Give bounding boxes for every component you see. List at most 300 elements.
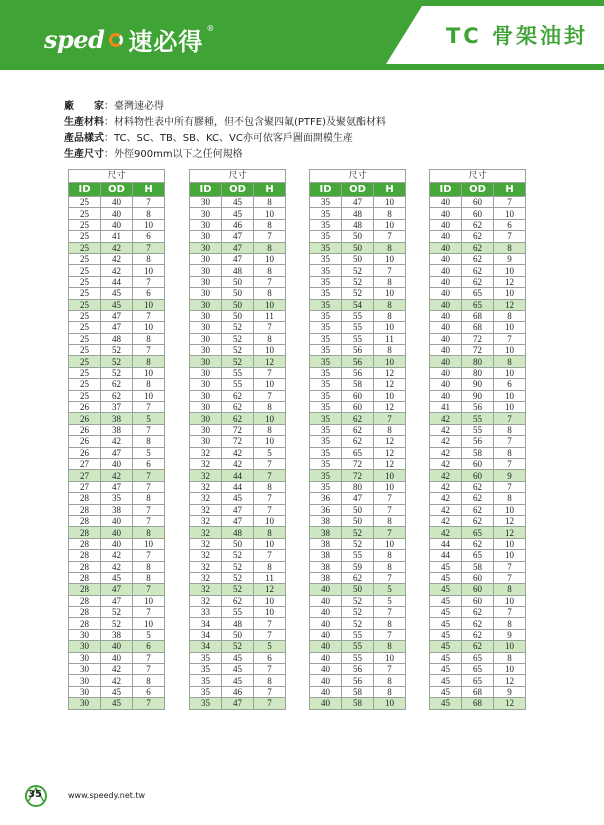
table-cell: 38 <box>310 538 342 549</box>
table-row <box>430 481 526 492</box>
table-cell: 7 <box>254 322 286 333</box>
table-cell: 12 <box>374 458 406 469</box>
table-row <box>430 515 526 526</box>
table-cell: 8 <box>374 561 406 572</box>
size-table-2 <box>189 169 286 710</box>
table-row <box>190 641 286 652</box>
table-cell: 40 <box>430 367 462 378</box>
table-cell: 56 <box>462 402 494 413</box>
table-cell: 62 <box>462 265 494 276</box>
table-cell: 55 <box>222 607 254 618</box>
table-cell: 30 <box>69 698 101 709</box>
table-cell: 45 <box>430 561 462 572</box>
table-cell: 56 <box>342 345 374 356</box>
table-cell: 8 <box>494 310 526 321</box>
table-cell: 60 <box>462 197 494 208</box>
table-cell: 44 <box>222 470 254 481</box>
table-cell: 30 <box>69 664 101 675</box>
info-row-material: 生產材料：材料物性表中所有膠種，但不包含聚四氟(PTFE)及聚氨酯材料 <box>64 117 387 128</box>
table-cell: 10 <box>133 538 165 549</box>
table-cell: 45 <box>430 607 462 618</box>
table-cell: 8 <box>254 197 286 208</box>
column-header: ID <box>69 183 101 197</box>
table-cell: 44 <box>430 538 462 549</box>
table-cell: 11 <box>254 572 286 583</box>
table-cell: 54 <box>342 299 374 310</box>
table-cell: 7 <box>133 402 165 413</box>
table-cell: 35 <box>310 265 342 276</box>
table-row <box>310 550 406 561</box>
table-cell: 7 <box>133 481 165 492</box>
table-row <box>190 664 286 675</box>
table-row <box>430 595 526 606</box>
table-row <box>310 470 406 481</box>
table-cell: 8 <box>374 208 406 219</box>
page-number: 35 <box>28 789 42 800</box>
table-cell: 52 <box>342 595 374 606</box>
table-cell: 35 <box>310 470 342 481</box>
table-cell: 7 <box>133 424 165 435</box>
table-cell: 10 <box>374 322 406 333</box>
table-cell: 6 <box>133 458 165 469</box>
table-cell: 10 <box>374 253 406 264</box>
table-cell: 40 <box>310 607 342 618</box>
table-cell: 7 <box>133 515 165 526</box>
table-row <box>69 618 165 629</box>
table-cell: 50 <box>222 538 254 549</box>
table-cell: 25 <box>69 231 101 242</box>
table-cell: 58 <box>342 698 374 709</box>
table-cell: 8 <box>374 299 406 310</box>
info-label: 生產尺寸 <box>64 149 104 160</box>
table-cell: 9 <box>494 686 526 697</box>
table-cell: 10 <box>374 288 406 299</box>
table-cell: 8 <box>133 527 165 538</box>
table-cell: 25 <box>69 288 101 299</box>
table-cell: 10 <box>494 550 526 561</box>
table-cell: 10 <box>254 413 286 424</box>
table-cell: 40 <box>310 584 342 595</box>
table-cell: 28 <box>69 607 101 618</box>
table-cell: 32 <box>190 504 222 515</box>
table-cell: 7 <box>374 572 406 583</box>
table-cell: 28 <box>69 527 101 538</box>
table-cell: 52 <box>342 276 374 287</box>
table-cell: 50 <box>342 504 374 515</box>
table-cell: 7 <box>494 561 526 572</box>
table-caption: 尺寸 <box>310 170 406 183</box>
table-row <box>190 356 286 367</box>
table-row <box>310 515 406 526</box>
table-cell: 62 <box>342 424 374 435</box>
table-cell: 8 <box>494 424 526 435</box>
table-row <box>190 607 286 618</box>
table-cell: 7 <box>254 664 286 675</box>
table-cell: 58 <box>462 561 494 572</box>
table-cell: 35 <box>310 219 342 230</box>
table-caption: 尺寸 <box>69 170 165 183</box>
table-cell: 27 <box>69 481 101 492</box>
website-link[interactable]: www.speedy.net.tw <box>68 791 146 800</box>
table-cell: 28 <box>69 504 101 515</box>
table-row <box>69 367 165 378</box>
table-row <box>69 607 165 618</box>
table-cell: 65 <box>462 652 494 663</box>
table-row <box>69 515 165 526</box>
table-cell: 10 <box>254 208 286 219</box>
info-value: 臺灣速必得 <box>114 101 164 112</box>
table-cell: 47 <box>101 322 133 333</box>
table-row <box>190 550 286 561</box>
table-cell: 68 <box>462 686 494 697</box>
table-cell: 62 <box>222 595 254 606</box>
table-row <box>69 265 165 276</box>
table-row <box>310 481 406 492</box>
table-cell: 60 <box>462 208 494 219</box>
table-cell: 48 <box>222 618 254 629</box>
table-cell: 62 <box>462 504 494 515</box>
table-cell: 10 <box>374 481 406 492</box>
table-cell: 50 <box>222 276 254 287</box>
table-cell: 35 <box>310 288 342 299</box>
table-cell: 26 <box>69 413 101 424</box>
table-cell: 12 <box>494 675 526 686</box>
table-cell: 30 <box>69 686 101 697</box>
table-row <box>190 219 286 230</box>
table-cell: 35 <box>190 698 222 709</box>
table-cell: 62 <box>222 413 254 424</box>
table-cell: 7 <box>133 197 165 208</box>
table-cell: 80 <box>342 481 374 492</box>
table-cell: 52 <box>222 641 254 652</box>
table-cell: 48 <box>342 219 374 230</box>
table-cell: 25 <box>69 322 101 333</box>
table-cell: 25 <box>69 379 101 390</box>
table-row <box>69 333 165 344</box>
table-cell: 7 <box>254 276 286 287</box>
table-cell: 5 <box>374 595 406 606</box>
table-cell: 40 <box>430 356 462 367</box>
table-cell: 32 <box>190 550 222 561</box>
table-row <box>190 208 286 219</box>
brand-latin: sped <box>44 25 105 54</box>
table-cell: 60 <box>342 402 374 413</box>
table-cell: 12 <box>374 447 406 458</box>
table-cell: 34 <box>190 641 222 652</box>
table-cell: 38 <box>310 550 342 561</box>
table-cell: 35 <box>310 379 342 390</box>
table-cell: 45 <box>430 584 462 595</box>
table-cell: 68 <box>462 310 494 321</box>
table-cell: 7 <box>374 413 406 424</box>
table-cell: 7 <box>254 458 286 469</box>
table-cell: 38 <box>101 413 133 424</box>
table-cell: 28 <box>69 538 101 549</box>
table-cell: 8 <box>254 333 286 344</box>
table-cell: 6 <box>494 219 526 230</box>
table-cell: 8 <box>254 288 286 299</box>
table-cell: 50 <box>342 584 374 595</box>
table-cell: 42 <box>430 504 462 515</box>
table-cell: 35 <box>190 652 222 663</box>
table-cell: 45 <box>222 652 254 663</box>
table-row <box>310 584 406 595</box>
table-cell: 9 <box>494 629 526 640</box>
table-cell: 42 <box>101 242 133 253</box>
table-cell: 10 <box>374 356 406 367</box>
table-cell: 45 <box>430 572 462 583</box>
table-cell: 46 <box>222 686 254 697</box>
table-cell: 50 <box>222 288 254 299</box>
table-row <box>69 356 165 367</box>
column-header: OD <box>342 183 374 197</box>
table-row <box>190 310 286 321</box>
table-cell: 6 <box>133 288 165 299</box>
table-cell: 8 <box>133 675 165 686</box>
info-row-manufacturer: 廠 家：臺灣速必得 <box>64 101 164 112</box>
table-cell: 62 <box>342 413 374 424</box>
table-cell: 72 <box>462 333 494 344</box>
table-cell: 65 <box>462 550 494 561</box>
table-cell: 25 <box>69 367 101 378</box>
table-cell: 40 <box>430 253 462 264</box>
table-cell: 7 <box>494 413 526 424</box>
table-row <box>430 310 526 321</box>
table-row <box>69 629 165 640</box>
table-cell: 52 <box>101 618 133 629</box>
table-row <box>190 515 286 526</box>
table-row <box>310 356 406 367</box>
table-cell: 30 <box>190 231 222 242</box>
table-cell: 40 <box>430 379 462 390</box>
table-cell: 8 <box>254 561 286 572</box>
table-cell: 48 <box>222 527 254 538</box>
table-cell: 40 <box>430 299 462 310</box>
table-row <box>310 242 406 253</box>
table-cell: 35 <box>310 447 342 458</box>
table-cell: 10 <box>374 470 406 481</box>
table-cell: 45 <box>222 493 254 504</box>
table-cell: 41 <box>430 402 462 413</box>
table-row <box>430 413 526 424</box>
table-cell: 72 <box>342 458 374 469</box>
table-row <box>430 652 526 663</box>
table-cell: 8 <box>494 447 526 458</box>
table-cell: 52 <box>222 356 254 367</box>
table-row <box>69 208 165 219</box>
table-cell: 44 <box>430 550 462 561</box>
table-cell: 45 <box>430 698 462 709</box>
table-row <box>69 641 165 652</box>
table-cell: 7 <box>254 231 286 242</box>
table-cell: 7 <box>374 664 406 675</box>
table-cell: 47 <box>222 504 254 515</box>
table-cell: 30 <box>69 641 101 652</box>
table-row <box>69 322 165 333</box>
table-cell: 7 <box>494 458 526 469</box>
table-cell: 60 <box>342 390 374 401</box>
table-cell: 50 <box>222 310 254 321</box>
table-row <box>430 345 526 356</box>
table-cell: 25 <box>69 219 101 230</box>
table-row <box>190 276 286 287</box>
table-cell: 8 <box>374 515 406 526</box>
table-cell: 52 <box>101 356 133 367</box>
table-cell: 10 <box>494 367 526 378</box>
table-cell: 6 <box>133 686 165 697</box>
table-cell: 40 <box>101 538 133 549</box>
table-row <box>190 675 286 686</box>
table-cell: 52 <box>101 345 133 356</box>
table-cell: 12 <box>374 367 406 378</box>
table-cell: 55 <box>342 333 374 344</box>
table-cell: 62 <box>222 402 254 413</box>
table-row <box>430 390 526 401</box>
table-row <box>310 345 406 356</box>
table-row <box>310 595 406 606</box>
table-cell: 42 <box>430 527 462 538</box>
table-cell: 8 <box>133 493 165 504</box>
table-row <box>310 504 406 515</box>
table-cell: 27 <box>69 458 101 469</box>
table-row <box>310 219 406 230</box>
table-cell: 40 <box>310 618 342 629</box>
table-cell: 40 <box>101 458 133 469</box>
table-cell: 52 <box>342 607 374 618</box>
table-cell: 10 <box>374 390 406 401</box>
table-cell: 52 <box>101 367 133 378</box>
table-cell: 38 <box>310 572 342 583</box>
table-cell: 7 <box>494 333 526 344</box>
table-cell: 32 <box>190 561 222 572</box>
table-cell: 32 <box>190 572 222 583</box>
table-cell: 30 <box>69 675 101 686</box>
table-cell: 45 <box>430 641 462 652</box>
table-row <box>190 242 286 253</box>
table-row <box>310 310 406 321</box>
table-cell: 30 <box>190 413 222 424</box>
table-row <box>190 561 286 572</box>
table-cell: 60 <box>462 572 494 583</box>
table-cell: 47 <box>101 481 133 492</box>
table-cell: 7 <box>133 276 165 287</box>
table-cell: 38 <box>310 561 342 572</box>
table-cell: 28 <box>69 515 101 526</box>
table-row <box>69 253 165 264</box>
table-cell: 55 <box>342 652 374 663</box>
product-info <box>64 99 386 163</box>
table-cell: 47 <box>222 231 254 242</box>
table-cell: 42 <box>101 561 133 572</box>
registered-mark: ® <box>206 24 215 33</box>
table-row <box>190 629 286 640</box>
table-cell: 62 <box>462 242 494 253</box>
size-table-3 <box>309 169 406 710</box>
table-cell: 8 <box>254 402 286 413</box>
table-cell: 35 <box>310 333 342 344</box>
table-cell: 41 <box>101 231 133 242</box>
table-cell: 8 <box>133 561 165 572</box>
table-row <box>310 265 406 276</box>
table-row <box>430 231 526 242</box>
table-cell: 8 <box>254 219 286 230</box>
table-cell: 28 <box>69 618 101 629</box>
table-cell: 5 <box>374 584 406 595</box>
table-cell: 12 <box>254 584 286 595</box>
table-cell: 8 <box>494 618 526 629</box>
table-cell: 55 <box>342 641 374 652</box>
table-cell: 35 <box>310 253 342 264</box>
table-cell: 7 <box>254 686 286 697</box>
table-cell: 60 <box>462 595 494 606</box>
table-row <box>190 367 286 378</box>
table-cell: 30 <box>190 379 222 390</box>
table-cell: 10 <box>494 595 526 606</box>
column-header: H <box>374 183 406 197</box>
table-row <box>190 299 286 310</box>
table-row <box>310 436 406 447</box>
table-cell: 52 <box>101 607 133 618</box>
table-row <box>190 493 286 504</box>
table-cell: 55 <box>342 629 374 640</box>
table-cell: 40 <box>310 652 342 663</box>
size-table-1 <box>68 169 165 710</box>
table-row <box>430 470 526 481</box>
table-cell: 30 <box>190 345 222 356</box>
table-cell: 62 <box>462 641 494 652</box>
table-cell: 32 <box>190 595 222 606</box>
table-cell: 30 <box>190 299 222 310</box>
table-cell: 56 <box>342 664 374 675</box>
table-row <box>310 675 406 686</box>
table-row <box>310 686 406 697</box>
table-cell: 40 <box>430 265 462 276</box>
table-cell: 80 <box>462 356 494 367</box>
table-cell: 7 <box>133 470 165 481</box>
table-cell: 52 <box>222 345 254 356</box>
table-row <box>430 288 526 299</box>
table-cell: 10 <box>254 595 286 606</box>
table-cell: 44 <box>222 481 254 492</box>
table-cell: 40 <box>310 698 342 709</box>
table-cell: 62 <box>222 390 254 401</box>
table-cell: 47 <box>101 310 133 321</box>
table-cell: 90 <box>462 379 494 390</box>
table-cell: 30 <box>190 219 222 230</box>
table-cell: 10 <box>374 652 406 663</box>
table-row <box>190 413 286 424</box>
table-cell: 42 <box>101 664 133 675</box>
table-row <box>310 607 406 618</box>
table-cell: 10 <box>494 288 526 299</box>
table-row <box>430 538 526 549</box>
column-header: ID <box>310 183 342 197</box>
table-cell: 45 <box>101 686 133 697</box>
table-cell: 30 <box>190 436 222 447</box>
table-cell: 42 <box>101 470 133 481</box>
table-cell: 28 <box>69 561 101 572</box>
table-cell: 40 <box>310 686 342 697</box>
table-row <box>430 299 526 310</box>
info-value: 外徑900mm以下之任何規格 <box>114 149 243 160</box>
table-cell: 35 <box>310 208 342 219</box>
table-cell: 30 <box>190 390 222 401</box>
table-cell: 62 <box>462 231 494 242</box>
table-row <box>310 231 406 242</box>
table-cell: 62 <box>462 493 494 504</box>
table-cell: 25 <box>69 299 101 310</box>
table-cell: 65 <box>462 675 494 686</box>
